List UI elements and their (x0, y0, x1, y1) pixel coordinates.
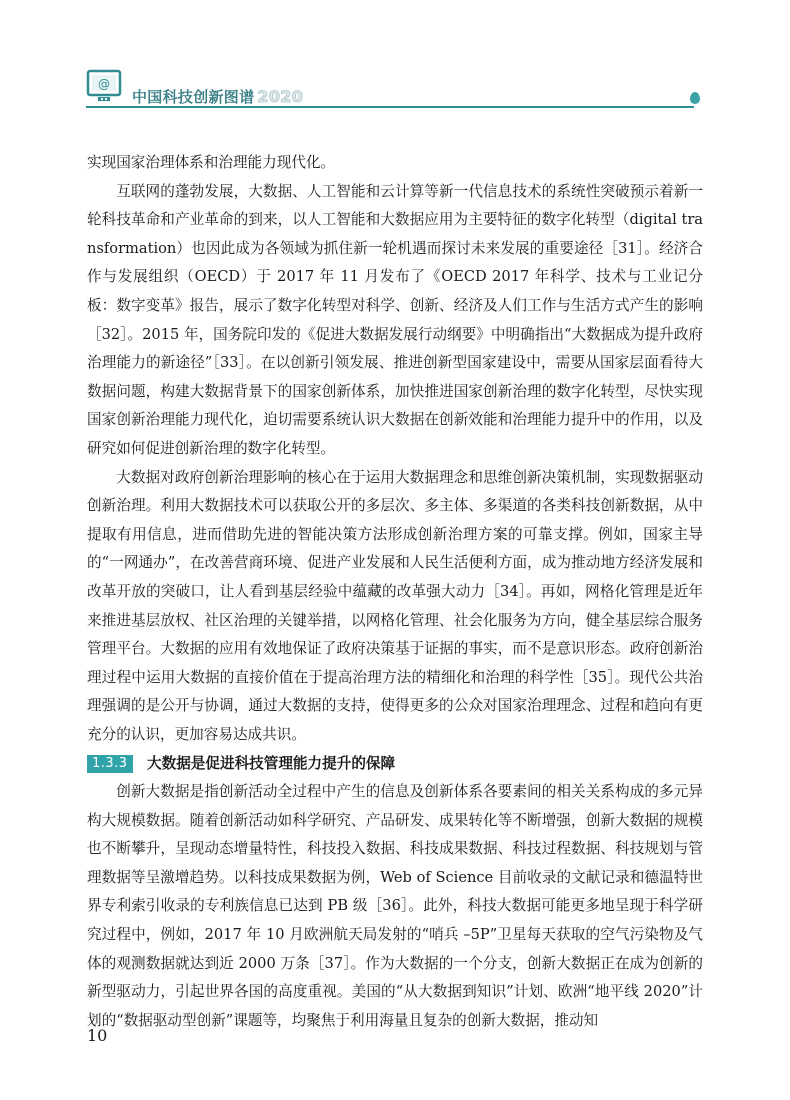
header-rule (86, 106, 694, 108)
monitor-at-icon (86, 68, 122, 104)
book-year: 2020 (257, 87, 304, 106)
monitor-at-symbol: @ (98, 77, 110, 91)
paragraph-data-driven-governance: 大数据对政府创新治理影响的核心在于运用大数据理念和思维创新决策机制，实现数据驱动创新治理。利用大数据技术可以获取公开的多层次、多主体、多渠道的各类科技创新数据，从中提取有用信息，进而借助先进的智能决策方法形成创新治理方案的可靠支撑。例如，国家主导的“一网通办”，在改善营商环境、促进产业发展和人民生活便利方面，成为推动地方经济发展和改革开放的突破口，让人看到基层经验中蕴藏的改革强大动力［34］。再如，网格化管理是近年来推进基层放权、社区治理的关键举措，以网格化管理、社会化服务为方向，健全基层综合服务管理平台。大数据的应用有效地保证了政府决策基于证据的事实，而不是意识形态。政府创新治理过程中运用大数据的直接价值在于提高治理方法的精细化和治理的科学性［35］。现代公共治理强调的是公开与协调，通过大数据的支持，使得更多的公众对国家治理理念、过程和趋向有更充分的认识，更加容易达成共识。 (87, 468, 703, 743)
running-header-title (132, 86, 303, 107)
book-title: 中国科技创新图谱 (132, 88, 255, 106)
section-heading (87, 749, 703, 778)
page-header (0, 0, 790, 120)
paragraph-digital-transformation: 互联网的蓬勃发展，大数据、人工智能和云计算等新一代信息技术的系统性突破预示着新一轮科技革命和产业革命的到来，以人工智能和大数据应用为主要特征的数字化转型（digital transformation）也因此成为各领域为抓住新一轮机遇而探讨未来发展的重要途径［31］。经济合作与发展组织（OECD）于 2017 年 11 月发布了《OECD 2017 年科学、技术与工业记分板：数字变革》报告，展示了数字化转型对科学、创新、经济及人们工作与生活方式产生的影响［32］。2015 年，国务院印发的《促进大数据发展行动纲要》中明确指出“大数据成为提升政府治理能力的新途径”［33］。在以创新引领发展、推进创新型国家建设中，需要从国家层面看待大数据问题，构建大数据背景下的国家创新体系，加快推进国家创新治理的数字化转型，尽快实现国家创新治理能力现代化，迫切需要系统认识大数据在创新效能和治理能力提升中的作用，以及研究如何促进创新治理的数字化转型。 (87, 182, 703, 457)
header-drop-ornament (690, 92, 700, 104)
page-number: 10 (87, 1026, 108, 1045)
body-text (87, 149, 703, 1035)
section-title: 大数据是促进科技管理能力提升的保障 (147, 755, 396, 773)
paragraph-innovation-big-data: 创新大数据是指创新活动全过程中产生的信息及创新体系各要素间的相关关系构成的多元异构大规模数据。随着创新活动如科学研究、产品研发、成果转化等不断增强，创新大数据的规模也不断攀升，呈现动态增量特性，科技投入数据、科技成果数据、科技过程数据、科技规划与管理数据等呈激增趋势。以科技成果数据为例，Web of Science 目前收录的文献记录和德温特世界专利索引收录的专利族信息已达到 PB 级［36］。此外，科技大数据可能更多地呈现于科学研究过程中，例如，2017 年 10 月欧洲航天局发射的“哨兵 –5P”卫星每天获取的空气污染物及气体的观测数据就达到近 2000 万条［37］。作为大数据的一个分支，创新大数据正在成为创新的新型驱动力，引起世界各国的高度重视。美国的“从大数据到知识”计划、欧洲“地平线 2020”计划的“数据驱动型创新”课题等，均聚焦于利用海量且复杂的创新大数据，推动知 (87, 783, 703, 1029)
paragraph-continued: 实现国家治理体系和治理能力现代化。 (87, 154, 336, 171)
section-number-badge: 1.3.3 (87, 755, 133, 773)
